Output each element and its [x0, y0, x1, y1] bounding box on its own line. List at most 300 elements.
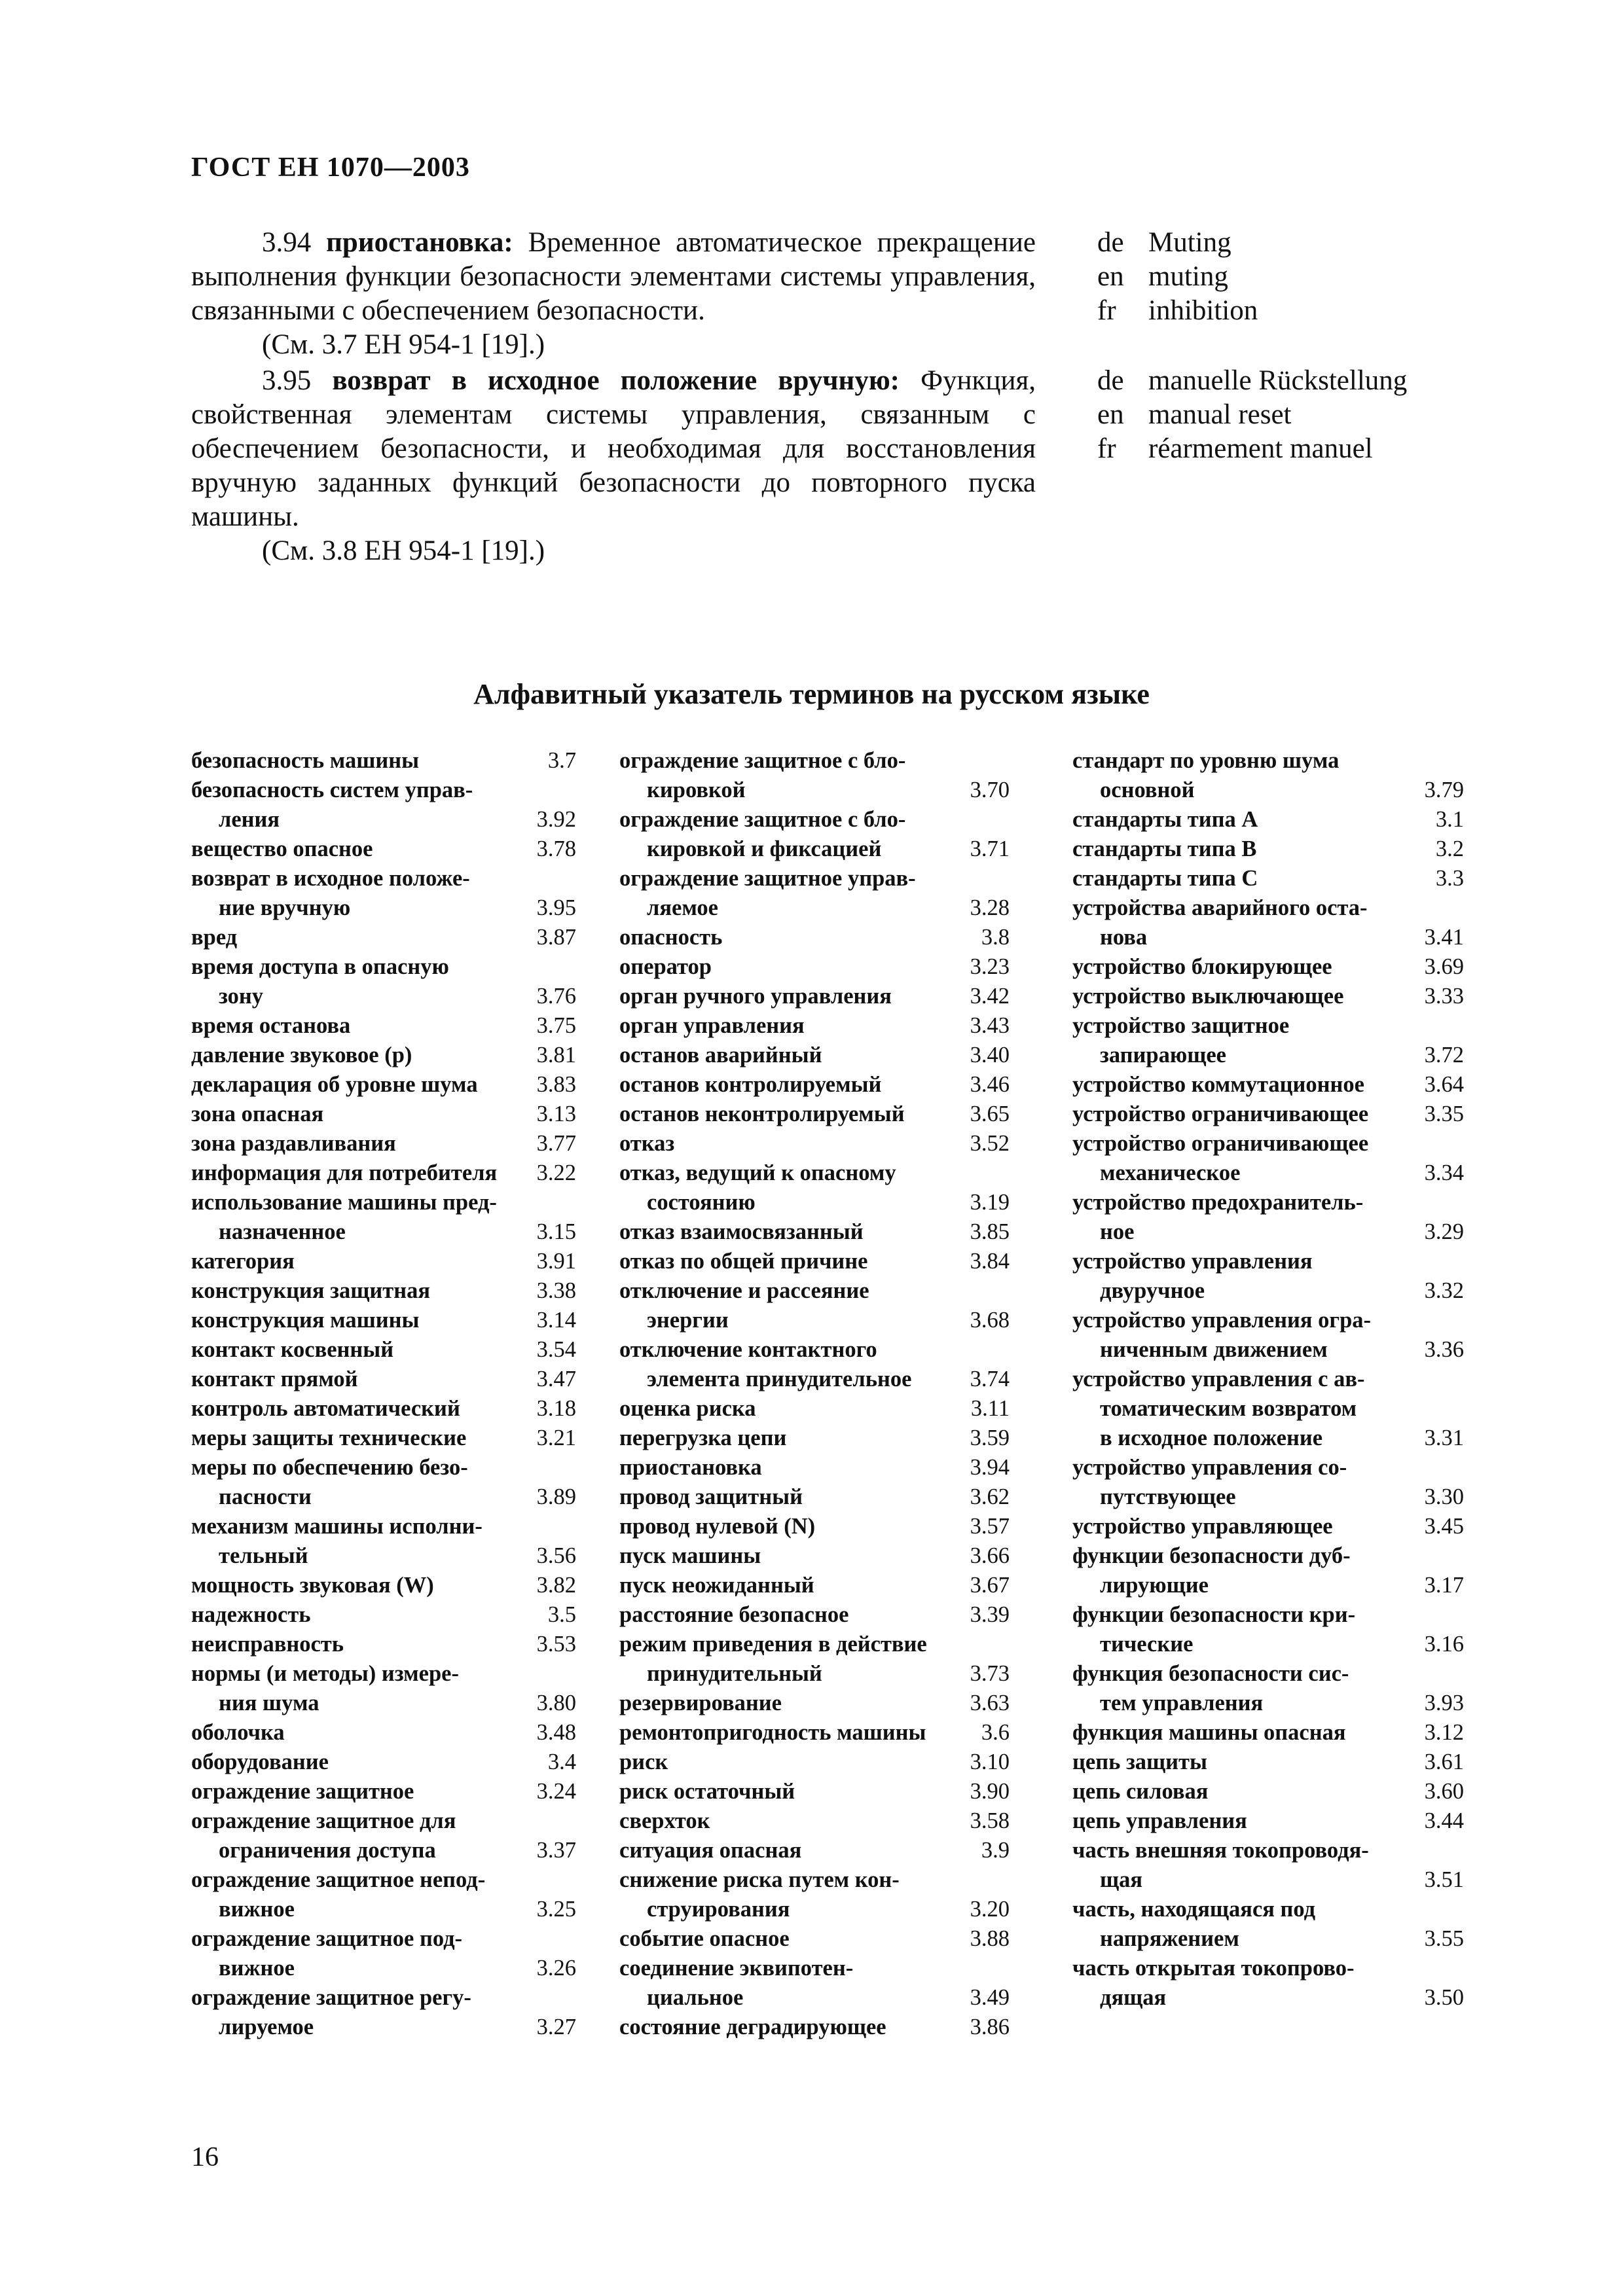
index-entry [1072, 746, 1464, 805]
index-term: цепь управления [1072, 1808, 1247, 1833]
index-entry [619, 1924, 1010, 1954]
translation-en: en muting [1097, 261, 1228, 292]
index-term-number: 3.75 [536, 1013, 576, 1038]
index-term-number: 3.24 [536, 1779, 576, 1804]
index-entry [1072, 1306, 1464, 1365]
index-entry [1072, 1512, 1464, 1541]
index-term: риск [619, 1749, 668, 1774]
index-term-number: 3.83 [536, 1072, 576, 1097]
index-entry [191, 1011, 576, 1041]
translations-3-95 [1097, 364, 1407, 466]
index-entry [619, 1512, 1010, 1541]
index-term-number: 3.60 [1424, 1779, 1464, 1804]
index-term: событие опасное [619, 1926, 790, 1951]
index-entry [619, 1394, 1010, 1424]
index-term: соединение эквипотен- циальное [619, 1956, 854, 2010]
index-term-number: 3.92 [536, 807, 576, 832]
index-term: стандарты типа С [1072, 866, 1258, 891]
index-term: провод нулевой (N) [619, 1514, 816, 1539]
index-term-number: 3.6 [981, 1720, 1010, 1745]
index-entry [619, 1630, 1010, 1689]
index-term: возврат в исходное положе- ние вручную [191, 866, 470, 920]
index-term-number: 3.72 [1424, 1043, 1464, 1067]
index-entry [619, 746, 1010, 805]
index-term-number: 3.57 [970, 1514, 1010, 1539]
index-term-number: 3.5 [547, 1602, 576, 1627]
index-entry [191, 1365, 576, 1394]
index-term: меры по обеспечению безо- пасности [191, 1455, 468, 1509]
index-entry [1072, 1777, 1464, 1806]
index-term: стандарты типа В [1072, 836, 1257, 861]
index-entry [191, 1453, 576, 1512]
translation-en: en manual reset [1097, 399, 1292, 430]
index-term-number: 3.76 [536, 984, 576, 1009]
translation-fr: fr réarmement manuel [1097, 433, 1373, 464]
index-entry [1072, 1659, 1464, 1718]
index-entry [619, 1247, 1010, 1276]
index-term-number: 3.74 [970, 1367, 1010, 1391]
index-term: останов неконтролируемый [619, 1102, 905, 1126]
index-term-number: 3.67 [970, 1573, 1010, 1598]
index-entry [619, 923, 1010, 952]
term-entry-3-94 [191, 226, 1036, 362]
index-entry [1072, 864, 1464, 893]
index-term: функция безопасности сис- тем управления [1072, 1661, 1349, 1715]
index-term: ремонтопригодность машины [619, 1720, 926, 1745]
index-term-number: 3.56 [536, 1543, 576, 1568]
index-term: стандарты типа А [1072, 807, 1258, 832]
index-entry [191, 1041, 576, 1070]
index-term-number: 3.68 [970, 1308, 1010, 1333]
index-term-number: 3.71 [970, 836, 1010, 861]
index-term-number: 3.28 [970, 895, 1010, 920]
index-entry [1072, 893, 1464, 952]
index-term-number: 3.15 [536, 1219, 576, 1244]
index-column-1 [191, 746, 576, 2042]
index-entry [1072, 1011, 1464, 1070]
index-term-number: 3.7 [547, 748, 576, 773]
index-term: пуск машины [619, 1543, 761, 1568]
index-term-number: 3.31 [1424, 1426, 1464, 1450]
index-entry [619, 1129, 1010, 1158]
index-term: устройство ограничивающее [1072, 1102, 1369, 1126]
index-entry [619, 1836, 1010, 1865]
index-term: стандарт по уровню шума основной [1072, 748, 1340, 802]
index-term-number: 3.90 [970, 1779, 1010, 1804]
index-term: устройство управления со- путствующее [1072, 1455, 1347, 1509]
index-entry [191, 1983, 576, 2042]
index-term-number: 3.48 [536, 1720, 576, 1745]
index-term-number: 3.1 [1435, 807, 1464, 832]
entry-term: приостановка: [326, 227, 513, 258]
index-term: резервирование [619, 1691, 782, 1715]
index-term: оценка риска [619, 1396, 756, 1421]
index-entry [191, 1247, 576, 1276]
entry-definition-text: Функция, свойственная элементам системы управления, связанным с обеспечением безопасности, и необходимая для восстановления вручную заданных функций безопасности до повторного пуска машины. [191, 365, 1036, 532]
index-term: мощность звуковая (W) [191, 1573, 434, 1598]
index-term-number: 3.82 [536, 1573, 576, 1598]
index-term: ограждение защитное управ- ляемое [619, 866, 916, 920]
index-term-number: 3.23 [970, 954, 1010, 979]
index-term-number: 3.93 [1424, 1691, 1464, 1715]
translation-fr: fr inhibition [1097, 295, 1258, 326]
index-term-number: 3.84 [970, 1249, 1010, 1274]
index-entry [1072, 1806, 1464, 1836]
index-entry [1072, 1541, 1464, 1600]
index-term: устройство управления с ав- томатическим возвратом в исходное положение [1072, 1367, 1365, 1450]
index-entry [619, 1482, 1010, 1512]
index-term-number: 3.36 [1424, 1337, 1464, 1362]
index-term-number: 3.70 [970, 778, 1010, 802]
index-entry [619, 1541, 1010, 1571]
index-term-number: 3.79 [1424, 778, 1464, 802]
index-term: зона опасная [191, 1102, 324, 1126]
entry-definition [191, 364, 1036, 534]
index-entry [1072, 952, 1464, 982]
index-entry [619, 1748, 1010, 1777]
index-entry [1072, 1718, 1464, 1748]
index-term: устройство блокирующее [1072, 954, 1332, 979]
index-term-number: 3.10 [970, 1749, 1010, 1774]
index-term-number: 3.44 [1424, 1808, 1464, 1833]
index-entry [191, 1070, 576, 1100]
index-entry [191, 1718, 576, 1748]
index-entry [191, 864, 576, 923]
index-term: снижение риска путем кон- струирования [619, 1867, 900, 1922]
index-term-number: 3.46 [970, 1072, 1010, 1097]
index-entry [619, 2013, 1010, 2042]
index-term-number: 3.78 [536, 836, 576, 861]
index-entry [191, 923, 576, 952]
index-term: отключение и рассеяние энергии [619, 1278, 869, 1333]
index-entry [619, 1954, 1010, 2013]
index-entry [191, 1512, 576, 1571]
index-term: меры защиты технические [191, 1426, 467, 1450]
index-entry [619, 1600, 1010, 1630]
index-term: ограждение защитное регу- лируемое [191, 1985, 471, 2039]
index-term: время останова [191, 1013, 351, 1038]
index-term-number: 3.11 [970, 1396, 1010, 1421]
index-term: отказ по общей причине [619, 1249, 868, 1274]
index-term-number: 3.59 [970, 1426, 1010, 1450]
document-header: ГОСТ ЕН 1070—2003 [191, 152, 470, 183]
index-term: оболочка [191, 1720, 285, 1745]
index-entry [619, 805, 1010, 864]
index-term-number: 3.16 [1424, 1632, 1464, 1657]
index-entry [619, 1571, 1010, 1600]
index-entry [1072, 1365, 1464, 1453]
index-term: пуск неожиданный [619, 1573, 814, 1598]
index-entry [619, 864, 1010, 923]
index-term: неисправность [191, 1632, 344, 1657]
index-entry [191, 1394, 576, 1424]
page-number: 16 [191, 2142, 219, 2172]
index-entry [1072, 1954, 1464, 2013]
index-term-number: 3.27 [536, 2015, 576, 2039]
index-term: вред [191, 925, 238, 950]
index-term-number: 3.38 [536, 1278, 576, 1303]
index-entry [619, 1689, 1010, 1718]
index-term: перегрузка цепи [619, 1426, 787, 1450]
index-entry [619, 1011, 1010, 1041]
index-term: орган управления [619, 1013, 805, 1038]
index-term-number: 3.58 [970, 1808, 1010, 1833]
index-title: Алфавитный указатель терминов на русском языке [473, 678, 1150, 710]
entry-definition-text: Временное автоматическое прекращение выполнения функции безопасности элементами системы управления, связанными с обеспечением безопасности. [191, 227, 1036, 326]
index-term-number: 3.3 [1435, 866, 1464, 891]
index-term: ограждение защитное непод- вижное [191, 1867, 486, 1922]
index-term: конструкция машины [191, 1308, 420, 1333]
index-entry [191, 1424, 576, 1453]
index-term: расстояние безопасное [619, 1602, 849, 1627]
index-term-number: 3.61 [1424, 1749, 1464, 1774]
index-term: устройство защитное запирающее [1072, 1013, 1290, 1067]
index-term-number: 3.35 [1424, 1102, 1464, 1126]
index-term-number: 3.66 [970, 1543, 1010, 1568]
index-entry [191, 1924, 576, 1983]
index-term-number: 3.22 [536, 1160, 576, 1185]
index-entry [1072, 1070, 1464, 1100]
index-term: использование машины пред- назначенное [191, 1190, 497, 1244]
index-term-number: 3.41 [1424, 925, 1464, 950]
index-term-number: 3.43 [970, 1013, 1010, 1038]
index-term: безопасность машины [191, 748, 420, 773]
index-term: отказ взаимосвязанный [619, 1219, 864, 1244]
index-term-number: 3.37 [536, 1838, 576, 1863]
index-entry [1072, 1188, 1464, 1247]
index-entry [619, 1335, 1010, 1394]
index-term: декларация об уровне шума [191, 1072, 478, 1097]
index-entry [619, 952, 1010, 982]
index-term: механизм машины исполни- тельный [191, 1514, 483, 1568]
index-term-number: 3.53 [536, 1632, 576, 1657]
index-term: ограждение защитное [191, 1779, 414, 1804]
index-term-number: 3.30 [1424, 1484, 1464, 1509]
index-entry [191, 1865, 576, 1924]
index-term: цепь защиты [1072, 1749, 1207, 1774]
index-term-number: 3.19 [970, 1190, 1010, 1215]
index-term: ограждение защитное с бло- кировкой [619, 748, 906, 802]
index-term-number: 3.54 [536, 1337, 576, 1362]
index-entry [619, 1158, 1010, 1217]
index-term: состояние деградирующее [619, 2015, 886, 2039]
index-term-number: 3.45 [1424, 1514, 1464, 1539]
index-term: контакт косвенный [191, 1337, 394, 1362]
index-term-number: 3.77 [536, 1131, 576, 1156]
index-term: останов аварийный [619, 1043, 822, 1067]
index-term: устройство коммутационное [1072, 1072, 1364, 1097]
index-term-number: 3.21 [536, 1426, 576, 1450]
index-term: функция машины опасная [1072, 1720, 1346, 1745]
index-entry [619, 1100, 1010, 1129]
index-entry [191, 1188, 576, 1247]
index-entry [619, 1041, 1010, 1070]
index-term-number: 3.26 [536, 1956, 576, 1981]
index-entry [1072, 834, 1464, 864]
index-term: давление звуковое (p) [191, 1043, 412, 1067]
index-term: останов контролируемый [619, 1072, 882, 1097]
index-term-number: 3.49 [970, 1985, 1010, 2010]
index-term: устройство предохранитель- ное [1072, 1190, 1364, 1244]
entry-number: 3.95 [262, 365, 312, 396]
index-term-number: 3.39 [970, 1602, 1010, 1627]
index-term: ситуация опасная [619, 1838, 802, 1863]
index-term: ограждение защитное для ограничения доступа [191, 1808, 456, 1863]
index-entry [1072, 1247, 1464, 1306]
index-entry [1072, 1129, 1464, 1188]
index-entry [191, 1100, 576, 1129]
index-term-number: 3.14 [536, 1308, 576, 1333]
index-term: устройство ограничивающее механическое [1072, 1131, 1369, 1185]
index-entry [1072, 1895, 1464, 1954]
index-term: информация для потребителя [191, 1160, 498, 1185]
index-term: нормы (и методы) измере- ния шума [191, 1661, 459, 1715]
index-entry [1072, 1600, 1464, 1659]
index-entry [191, 1806, 576, 1865]
index-term-number: 3.29 [1424, 1219, 1464, 1244]
index-entry [191, 746, 576, 776]
index-entry [1072, 805, 1464, 834]
index-term: контакт прямой [191, 1367, 358, 1391]
index-term: функции безопасности кри- тические [1072, 1602, 1356, 1657]
index-term: устройство управления огра- ниченным движением [1072, 1308, 1372, 1362]
index-term-number: 3.18 [536, 1396, 576, 1421]
index-term-number: 3.87 [536, 925, 576, 950]
translation-de: de manuelle Rückstellung [1097, 365, 1408, 396]
index-term: цепь силовая [1072, 1779, 1209, 1804]
entry-term: возврат в исходное положение вручную: [332, 365, 900, 396]
index-column-2 [619, 746, 1010, 2042]
index-term: орган ручного управления [619, 984, 892, 1009]
index-term: оператор [619, 954, 712, 979]
index-term-number: 3.13 [536, 1102, 576, 1126]
index-entry [191, 1571, 576, 1600]
index-term: безопасность систем управ- ления [191, 778, 473, 832]
index-term-number: 3.42 [970, 984, 1010, 1009]
index-entry [1072, 1748, 1464, 1777]
index-entry [619, 1865, 1010, 1924]
index-term-number: 3.20 [970, 1897, 1010, 1922]
index-column-3 [1072, 746, 1464, 2013]
index-entry [619, 1806, 1010, 1836]
index-entry [1072, 982, 1464, 1011]
index-term-number: 3.17 [1424, 1573, 1464, 1598]
index-term-number: 3.73 [970, 1661, 1010, 1686]
index-term: риск остаточный [619, 1779, 795, 1804]
index-term: оборудование [191, 1749, 329, 1774]
index-entry [619, 982, 1010, 1011]
index-entry [191, 1659, 576, 1718]
index-entry [191, 834, 576, 864]
index-term-number: 3.32 [1424, 1278, 1464, 1303]
index-term-number: 3.2 [1435, 836, 1464, 861]
index-entry [619, 1453, 1010, 1482]
index-entry [191, 1630, 576, 1659]
index-term: приостановка [619, 1455, 762, 1480]
index-term: часть открытая токопрово- дящая [1072, 1956, 1355, 2010]
index-term-number: 3.33 [1424, 984, 1464, 1009]
index-term: часть, находящаяся под напряжением [1072, 1897, 1316, 1951]
entry-reference: (См. 3.8 ЕН 954-1 [19].) [262, 535, 545, 566]
translations-3-94 [1097, 226, 1258, 328]
entry-definition [191, 226, 1036, 328]
entry-reference: (См. 3.7 ЕН 954-1 [19].) [262, 329, 545, 360]
index-entry [619, 1070, 1010, 1100]
index-term: отключение контактного элемента принудительное [619, 1337, 912, 1391]
index-term-number: 3.9 [981, 1838, 1010, 1863]
index-term: надежность [191, 1602, 311, 1627]
index-term-number: 3.12 [1424, 1720, 1464, 1745]
index-entry [619, 1718, 1010, 1748]
index-term: отказ, ведущий к опасному состоянию [619, 1160, 896, 1215]
index-term-number: 3.52 [970, 1131, 1010, 1156]
translation-de: de Muting [1097, 227, 1231, 258]
index-term-number: 3.80 [536, 1691, 576, 1715]
index-entry [191, 1748, 576, 1777]
index-entry [619, 1424, 1010, 1453]
index-term: устройства аварийного оста- нова [1072, 895, 1368, 950]
index-term: зона раздавливания [191, 1131, 396, 1156]
index-term: часть внешняя токопроводя- щая [1072, 1838, 1369, 1892]
index-term-number: 3.86 [970, 2015, 1010, 2039]
index-term: режим приведения в действие принудительный [619, 1632, 927, 1686]
index-term: вещество опасное [191, 836, 373, 861]
term-entry-3-95 [191, 364, 1036, 568]
index-term: конструкция защитная [191, 1278, 430, 1303]
index-term-number: 3.89 [536, 1484, 576, 1509]
index-term-number: 3.55 [1424, 1926, 1464, 1951]
index-term: ограждение защитное под- вижное [191, 1926, 463, 1981]
index-term: устройство управляющее [1072, 1514, 1333, 1539]
index-entry [191, 1276, 576, 1306]
index-term-number: 3.85 [970, 1219, 1010, 1244]
index-entry [1072, 1100, 1464, 1129]
index-term-number: 3.69 [1424, 954, 1464, 979]
index-entry [191, 1777, 576, 1806]
index-term-number: 3.95 [536, 895, 576, 920]
index-term-number: 3.4 [547, 1749, 576, 1774]
index-term-number: 3.91 [536, 1249, 576, 1274]
index-term-number: 3.51 [1424, 1867, 1464, 1892]
index-term-number: 3.40 [970, 1043, 1010, 1067]
index-term-number: 3.94 [970, 1455, 1010, 1480]
index-term-number: 3.88 [970, 1926, 1010, 1951]
index-term: категория [191, 1249, 295, 1274]
index-term: функции безопасности дуб- лирующие [1072, 1543, 1351, 1598]
index-term: устройство управления двуручное [1072, 1249, 1313, 1303]
index-term: провод защитный [619, 1484, 803, 1509]
index-term-number: 3.65 [970, 1102, 1010, 1126]
index-term-number: 3.8 [981, 925, 1010, 950]
index-entry [191, 1129, 576, 1158]
index-term: сверхток [619, 1808, 710, 1833]
index-entry [191, 952, 576, 1011]
index-entry [619, 1276, 1010, 1335]
index-entry [1072, 1836, 1464, 1895]
index-entry [1072, 1453, 1464, 1512]
index-term-number: 3.64 [1424, 1072, 1464, 1097]
index-entry [191, 1335, 576, 1365]
index-term-number: 3.25 [536, 1897, 576, 1922]
index-term: контроль автоматический [191, 1396, 460, 1421]
index-entry [191, 1158, 576, 1188]
index-term-number: 3.81 [536, 1043, 576, 1067]
index-term: время доступа в опасную зону [191, 954, 449, 1009]
index-entry [191, 776, 576, 834]
index-entry [619, 1777, 1010, 1806]
index-term: отказ [619, 1131, 675, 1156]
index-term-number: 3.63 [970, 1691, 1010, 1715]
